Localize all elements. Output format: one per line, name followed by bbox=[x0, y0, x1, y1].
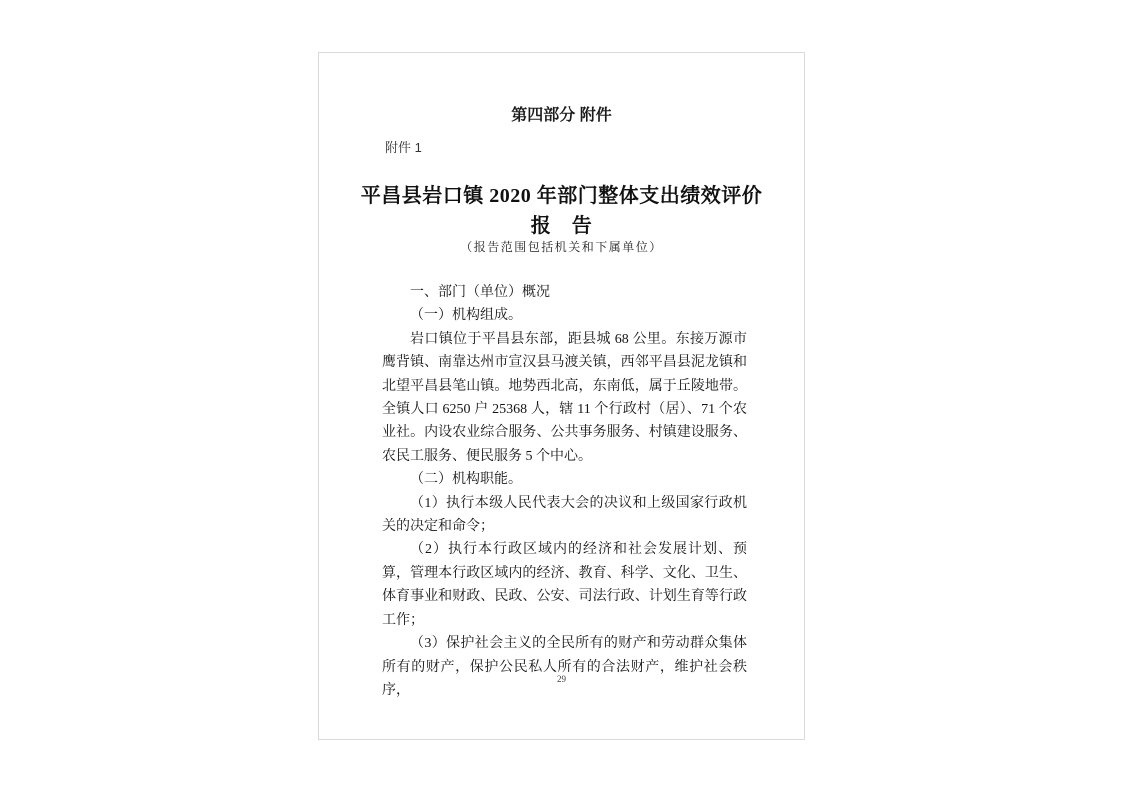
report-subtitle: （报告范围包括机关和下属单位） bbox=[460, 240, 663, 254]
body-paragraph: （3）保护社会主义的全民所有的财产和劳动群众集体所有的财产，保护公民私人所有的合法财产，维护社会秩序， bbox=[382, 636, 747, 698]
attachment-label: 附件 1 bbox=[385, 140, 422, 155]
report-title-line1: 平昌县岩口镇 2020 年部门整体支出绩效评价 bbox=[360, 185, 763, 207]
body-paragraph: （一）机构组成。 bbox=[410, 308, 522, 324]
page-number: 29 bbox=[557, 674, 566, 684]
report-title bbox=[319, 181, 804, 241]
report-body bbox=[382, 281, 747, 702]
body-paragraph: （2）执行本行政区域内的经济和社会发展计划、预算，管理本行政区域内的经济、教育、科学、文化、卫生、体育事业和财政、民政、公安、司法行政、计划生育等行政工作； bbox=[382, 542, 747, 628]
report-title-line2: 报 告 bbox=[530, 215, 593, 237]
document-page bbox=[318, 52, 805, 740]
body-paragraph: 一、部门（单位）概况 bbox=[410, 285, 550, 300]
body-paragraph: （1）执行本级人民代表大会的决议和上级国家行政机关的决定和命令； bbox=[382, 495, 747, 535]
section-heading: 第四部分 附件 bbox=[511, 107, 612, 124]
body-paragraph: 岩口镇位于平昌县东部，距县城 68 公里。东接万源市鹰背镇、南靠达州市宣汉县马渡关镇，西邻平昌县泥龙镇和北望平昌县笔山镇。地势西北高，东南低，属于丘陵地带。全镇人口 6250 户 25368 人，辖 11 个行政村（居）、71 个农业社。内设农业综合服务、公共事务服务、村镇建设服务、农民工服务、便民服务 5 个中心。 bbox=[382, 331, 747, 464]
body-paragraph: （二）机构职能。 bbox=[410, 472, 522, 488]
